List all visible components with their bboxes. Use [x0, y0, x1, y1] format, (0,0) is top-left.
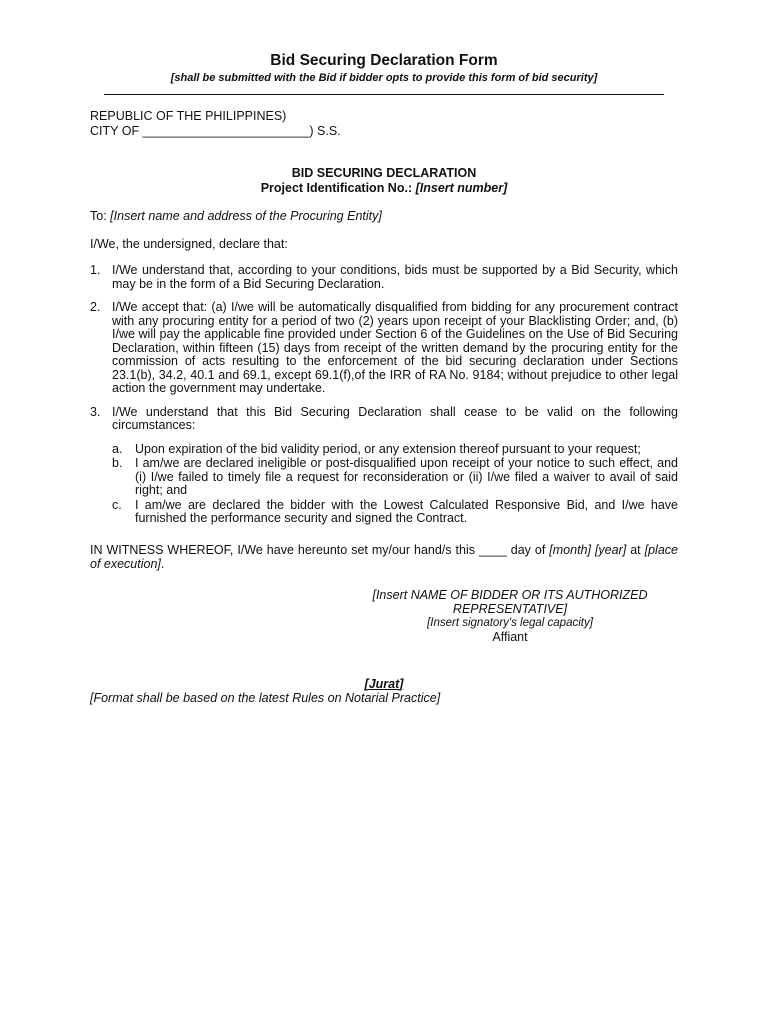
list-item-number: 1.: [90, 263, 101, 277]
sublist-item: [112, 443, 678, 457]
list-item-number: 3.: [90, 404, 101, 419]
city-line: CITY OF ________________________) S.S.: [90, 124, 341, 138]
affiant-label: Affiant: [492, 629, 528, 644]
list-item-text: I/We accept that: (a) I/we will be automatically disqualified from bidding for any procurement contract with any procuring entity for a period of two (2) years upon receipt of your Blacklisting Order; and, (b) I/we will pay the applicable fine provided under Section 6 of the Guidelines on the Use of Bid Securing Declaration, within fifteen (15) days from receipt of the written demand by the procuring entity for the commission of acts resulting to the enforcement of the bid securing declaration under Sections 23.1(b), 34.2, 40.1 and 69.1, except 69.1(f),of the IRR of RA No. 9184; without prejudice to other legal action the government may undertake.: [112, 300, 678, 395]
project-id-label: Project Identification No.:: [260, 180, 413, 195]
witness-end: .: [160, 556, 165, 571]
list-item-body: [112, 406, 678, 527]
form-title: Bid Securing Declaration Form: [270, 52, 498, 69]
project-id-line: [90, 181, 678, 196]
witness-place: [place of execution]: [90, 542, 678, 571]
project-id-value: [Insert number]: [415, 180, 508, 195]
list-item: [90, 406, 678, 527]
list-item-text: I/We understand that, according to your conditions, bids must be supported by a Bid Security, which may be in the form of a Bid Securing Declaration.: [112, 263, 678, 291]
signatory-name-line2: REPRESENTATIVE]: [452, 601, 568, 616]
list-item: [90, 301, 678, 396]
list-item: [90, 264, 678, 291]
format-note: [Format shall be based on the latest Rules on Notarial Practice]: [90, 690, 441, 705]
list-item-text: I/We understand that this Bid Securing Declaration shall cease to be valid on the following circumstances:: [112, 404, 678, 432]
sublist-item-letter: b.: [112, 456, 123, 470]
document-page: [90, 52, 678, 705]
list-item-number: 2.: [90, 300, 101, 314]
republic-line: REPUBLIC OF THE PHILIPPINES): [90, 109, 287, 123]
intro-line: I/We, the undersigned, declare that:: [90, 236, 288, 251]
sublist-item-text: Upon expiration of the bid validity period, or any extension thereof pursuant to your request;: [135, 441, 641, 456]
signature-block: [330, 588, 690, 644]
signatory-name-line1: [Insert NAME OF BIDDER OR ITS AUTHORIZED: [372, 587, 648, 602]
horizontal-rule: [104, 94, 664, 95]
declaration-list: [90, 264, 678, 527]
declaration-heading-block: [90, 166, 678, 195]
sublist-item: [112, 457, 678, 498]
witness-at: at: [630, 542, 641, 557]
circumstances-sublist: [112, 443, 678, 526]
to-label: To:: [90, 209, 107, 223]
sublist-item-letter: c.: [112, 497, 122, 512]
witness-paragraph: [90, 543, 678, 571]
form-subtitle: [shall be submitted with the Bid if bidder opts to provide this form of bid security]: [170, 72, 598, 84]
addressee-line: [90, 209, 678, 224]
to-value: [Insert name and address of the Procuring Entity]: [110, 209, 382, 223]
witness-text: IN WITNESS WHEREOF, I/We have hereunto set my/our hand/s this ____ day of: [90, 542, 546, 557]
venue-block: [90, 109, 678, 139]
witness-month-year: [month] [year]: [549, 542, 627, 557]
declaration-heading: BID SECURING DECLARATION: [291, 166, 477, 180]
jurat-heading: [Jurat]: [364, 676, 404, 691]
signatory-capacity: [Insert signatory's legal capacity]: [427, 616, 593, 629]
sublist-item-text: I am/we are declared ineligible or post-disqualified upon receipt of your notice to such effect, and (i) I/we failed to timely file a request for reconsideration or (ii) I/we filed a waiver to avail of said right; and: [135, 456, 678, 497]
sublist-item: [112, 499, 678, 526]
sublist-item-letter: a.: [112, 441, 123, 456]
sublist-item-text: I am/we are declared the bidder with the Lowest Calculated Responsive Bid, and I/we have furnished the performance security and signed the Contract.: [135, 497, 678, 525]
